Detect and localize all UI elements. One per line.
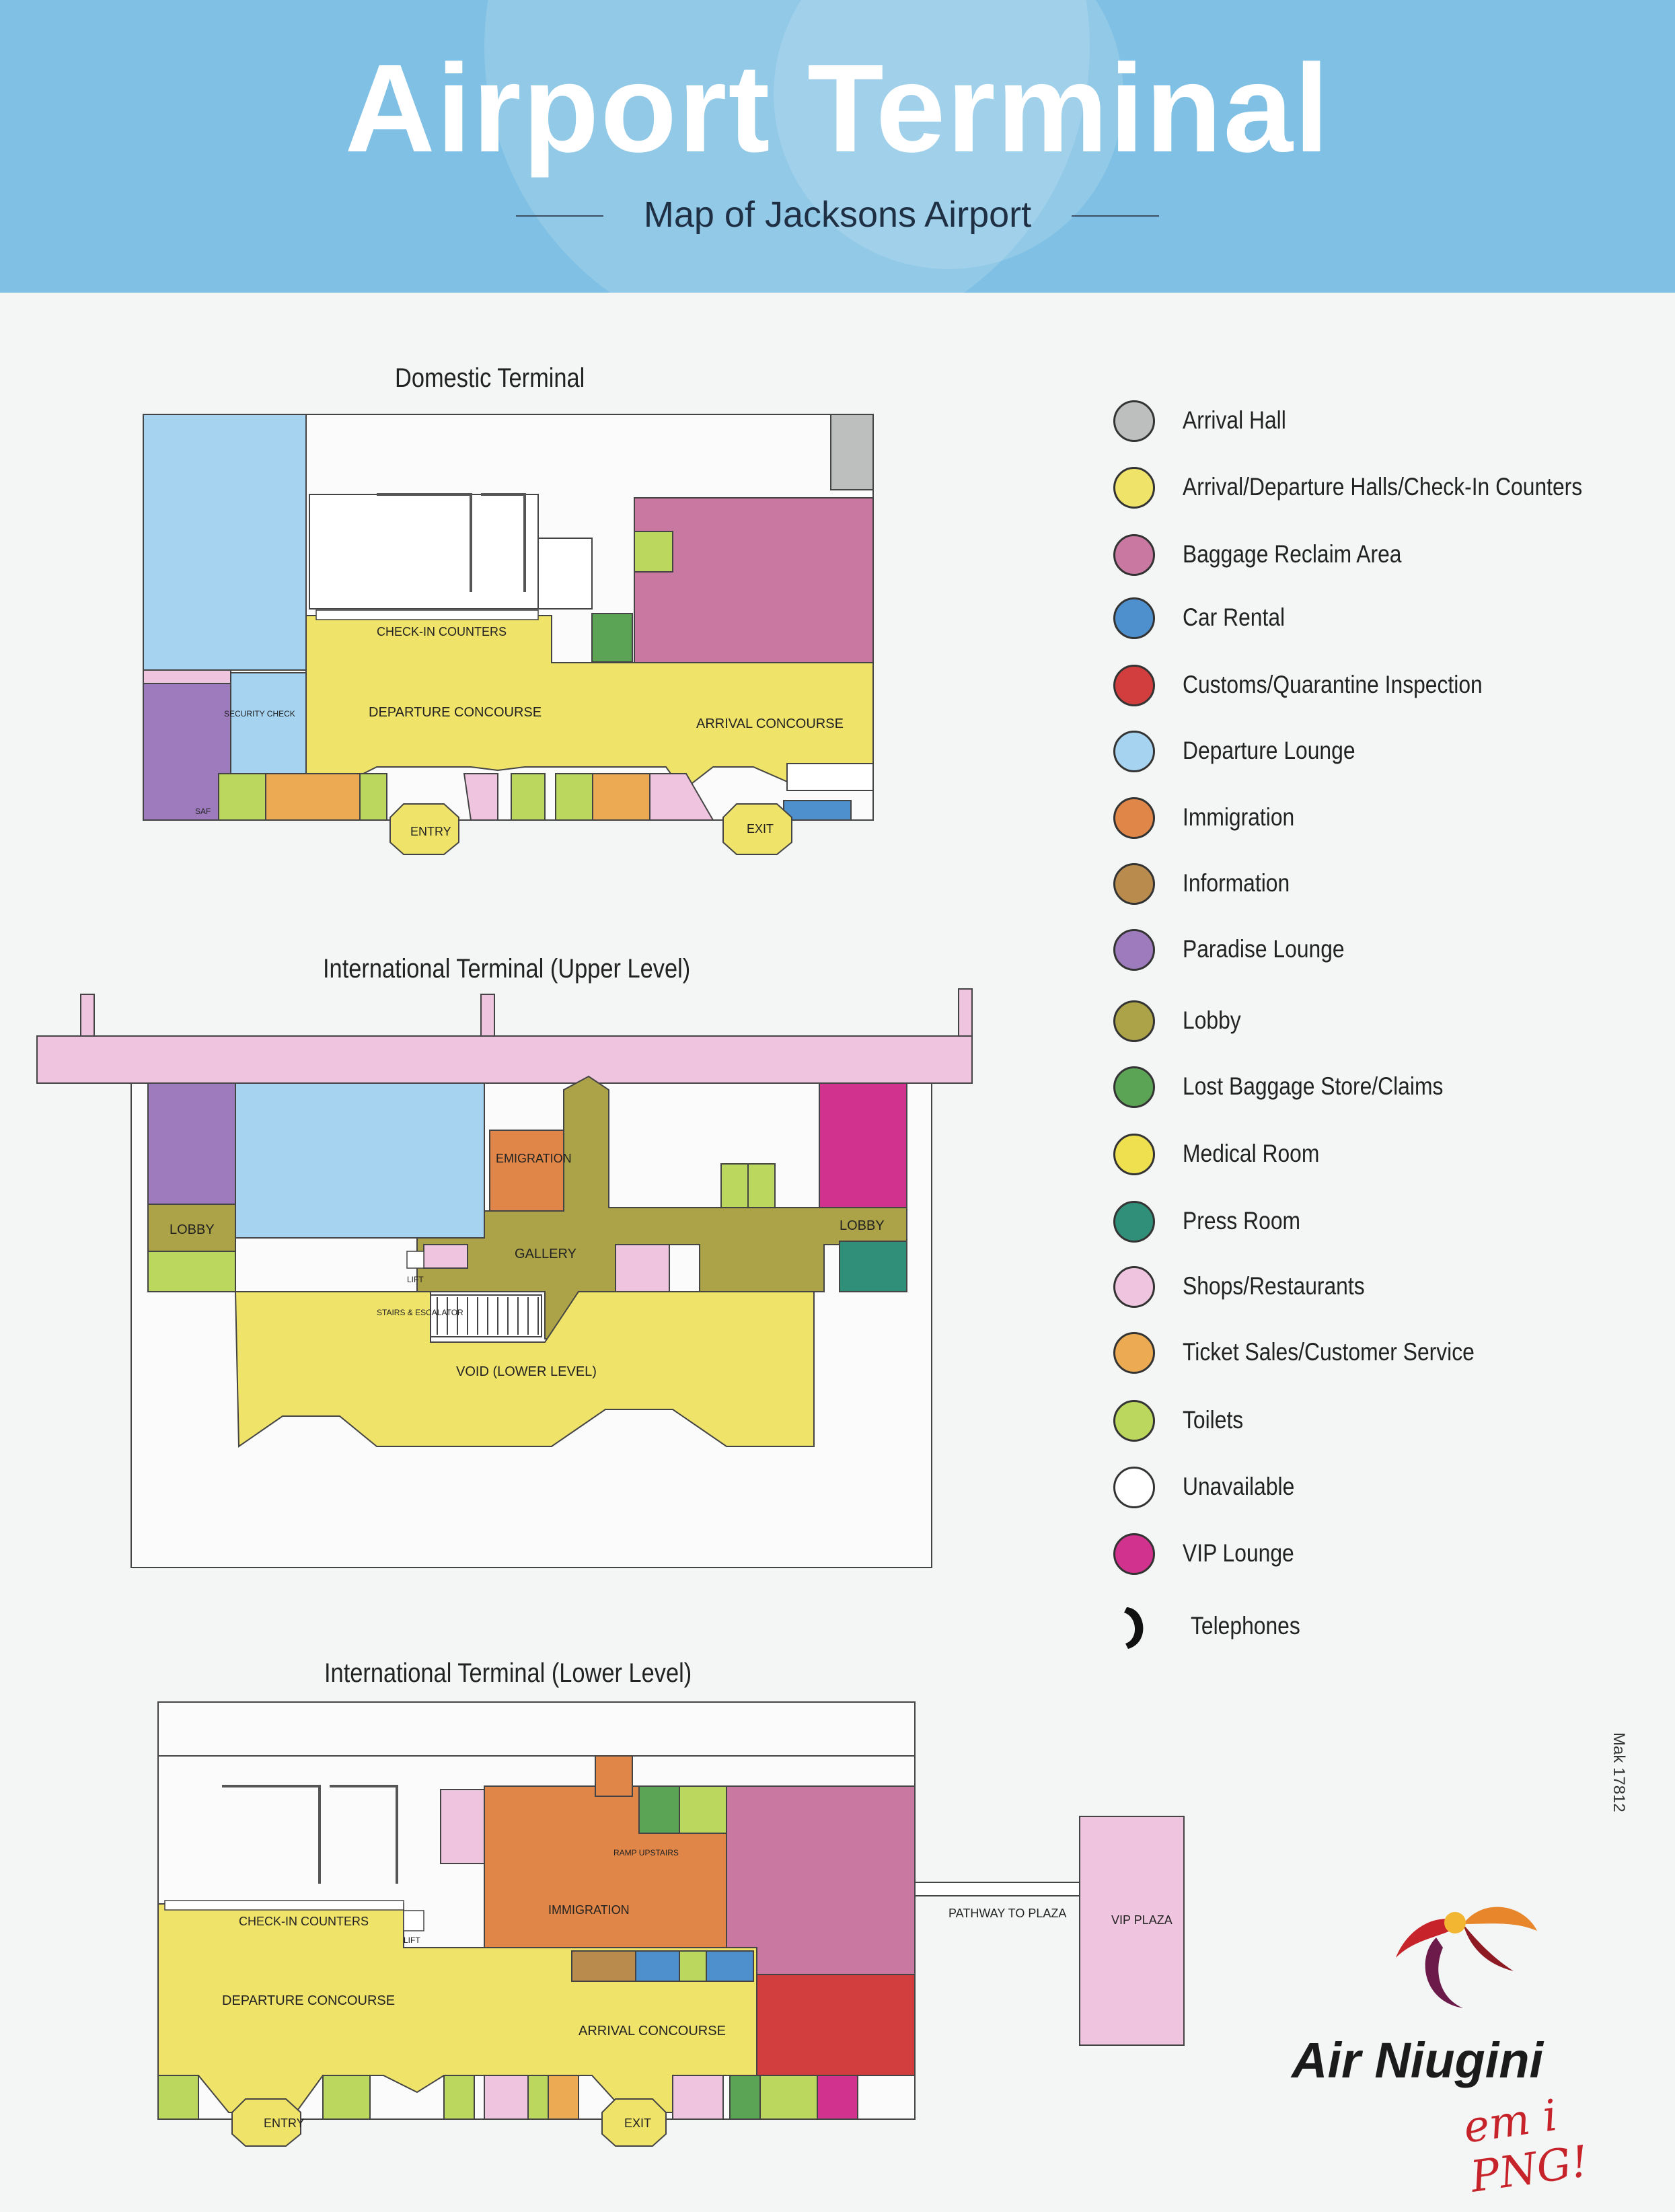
intl-lower-title: International Terminal (Lower Level) (324, 1658, 692, 1688)
immigration-label: IMMIGRATION (548, 1903, 630, 1917)
emigration-label: EMIGRATION (496, 1152, 572, 1165)
domestic-terminal-title: Domestic Terminal (395, 363, 585, 393)
gallery-label: GALLERY (515, 1247, 576, 1261)
air-niugini-bird-logo (1369, 1884, 1564, 2032)
intl-lower-map (158, 1702, 1184, 2146)
security-check-label: SECURITY CHECK (224, 709, 295, 718)
legend-swatch (1113, 597, 1155, 639)
legend-swatch (1113, 929, 1155, 971)
legend-swatch (1113, 1000, 1155, 1042)
intl-upper-title: International Terminal (Upper Level) (323, 954, 691, 984)
lower-checkin-label: CHECK-IN COUNTERS (239, 1915, 369, 1928)
lower-exit-label: EXIT (624, 2116, 652, 2130)
saf-label: SAF (195, 807, 211, 816)
legend-swatch (1113, 467, 1155, 509)
legend-swatch (1113, 1201, 1155, 1243)
vip-plaza-label: VIP PLAZA (1111, 1913, 1172, 1927)
legend-swatch (1113, 400, 1155, 442)
publication-code: Mak 17812 (1610, 1732, 1628, 1812)
legend-swatch (1113, 665, 1155, 706)
void-label: VOID (LOWER LEVEL) (456, 1364, 597, 1379)
arrival-hall-zone (831, 414, 873, 490)
legend-swatch (1113, 1533, 1155, 1575)
domestic-terminal-map (143, 414, 873, 854)
legend-swatch (1113, 1134, 1155, 1175)
legend-swatch (1113, 534, 1155, 576)
domestic-checkin-label: CHECK-IN COUNTERS (377, 625, 507, 638)
legend-swatch (1113, 1467, 1155, 1508)
legend-swatch (1113, 1266, 1155, 1308)
legend-swatch (1113, 1066, 1155, 1108)
brand-tagline: em i PNG! (1460, 2090, 1592, 2203)
legend-swatch (1113, 797, 1155, 839)
lower-entry-label: ENTRY (264, 2116, 305, 2130)
intl-upper-map (37, 989, 972, 1568)
legend-swatch (1113, 1400, 1155, 1442)
domestic-entry-label: ENTRY (410, 825, 451, 838)
lower-lift-label: LIFT (404, 1936, 420, 1945)
upper-lobby-left-label: LOBBY (170, 1222, 215, 1237)
lower-departure-label: DEPARTURE CONCOURSE (222, 1993, 396, 2008)
stairs-label: STAIRS & ESCALATOR (377, 1308, 463, 1317)
departure-lounge-zone (143, 414, 306, 670)
domestic-exit-label: EXIT (747, 822, 774, 836)
legend-swatch (1113, 1332, 1155, 1374)
legend-swatch (1113, 863, 1155, 905)
domestic-arrival-label: ARRIVAL CONCOURSE (696, 716, 844, 731)
brand-name: Air Niugini (1292, 2032, 1544, 2088)
upper-lift-label: LIFT (407, 1275, 424, 1284)
baggage-reclaim-zone (634, 498, 873, 663)
page-subtitle: Map of Jacksons Airport (603, 194, 1072, 235)
domestic-departure-label: DEPARTURE CONCOURSE (369, 705, 542, 720)
page-title: Airport Terminal (344, 39, 1331, 178)
telephone-icon (1119, 1602, 1152, 1656)
paradise-lounge-zone (143, 683, 231, 820)
pathway-label: PATHWAY TO PLAZA (948, 1907, 1067, 1920)
upper-lobby-right-label: LOBBY (840, 1218, 885, 1233)
lower-arrival-label: ARRIVAL CONCOURSE (579, 2024, 726, 2038)
legend-swatch (1113, 731, 1155, 772)
ramp-label: RAMP UPSTAIRS (613, 1848, 679, 1857)
